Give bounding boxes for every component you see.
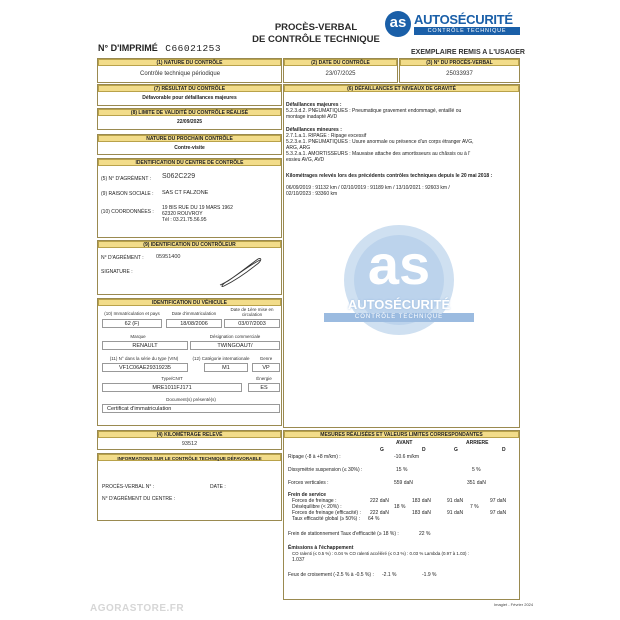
document-title	[246, 22, 386, 46]
genre-value: VP	[252, 363, 280, 372]
feux-croisement-g: -2.1 %	[382, 572, 397, 578]
stationnement-label: Frein de stationnement Taux d'efficacité (≥ 18 %) :	[288, 531, 399, 537]
emissions-line-1: CO ralenti (≤ 0.5 %) : 0.04 % CO ralenti accéléré (≤ 0.3 %) : 0.03 % Lambda (0.97 à 1.03) :	[292, 551, 469, 556]
categorie-label: (12) Catégorie internationale	[192, 356, 250, 361]
section-centre	[97, 158, 282, 238]
section-mesures	[283, 430, 520, 600]
signature-label: SIGNATURE :	[101, 269, 133, 275]
type-cnit-value: MRE1011FJ171	[102, 383, 242, 392]
immat-label: (10) Immatriculation et pays	[104, 311, 160, 316]
section-header: (6) DÉFAILLANCES ET NIVEAUX DE GRAVITÉ	[284, 85, 519, 92]
section-header: (7) RÉSULTAT DU CONTRÔLE	[98, 85, 281, 92]
desequilibre-avant: 18 %	[394, 504, 406, 510]
watermark-brand-sub: CONTRÔLE TECHNIQUE	[324, 313, 474, 322]
dissymetrie-arriere: 5 %	[472, 467, 481, 473]
avant-header: AVANT	[396, 440, 413, 446]
mineure-line: ARG, ARG	[286, 145, 311, 151]
majeures-title: Défaillances majeures :	[286, 102, 342, 108]
section-header: (9) IDENTIFICATION DU CONTRÔLEUR	[98, 241, 281, 248]
nature-controle-value: Contrôle technique périodique	[140, 71, 221, 77]
km-history-title: Kilométrages relevés lors des précédents contrôles techniques depuis le 20 mai 2018 :	[286, 173, 493, 179]
immat-value: 62 (F)	[102, 319, 162, 328]
documents-value: Certificat d'immatriculation	[102, 404, 280, 413]
forces-freinage-label: Forces de freinage :	[292, 498, 337, 504]
arriere-header: ARRIERE	[466, 440, 489, 446]
footer-reference: Imagiet - Février 2024	[494, 602, 534, 607]
date-controle-value: 23/07/2025	[325, 71, 356, 77]
coordonnees-line-2: 62320 ROUVROY	[162, 211, 203, 217]
section-resultat	[97, 84, 282, 106]
mineure-line: essieu AVG, AVD	[286, 157, 325, 163]
mineures-title: Défaillances mineures :	[286, 127, 342, 133]
ff-avant-d: 183 daN	[412, 498, 431, 504]
brand-name: AUTOSÉCURITÉ	[414, 12, 513, 27]
coordonnees-label: (10) COORDONNÉES :	[101, 209, 154, 215]
col-d-avant: D	[422, 447, 426, 453]
designation-label: Désignation commerciale	[209, 334, 261, 339]
prochain-controle-value: Contre-visite	[174, 145, 205, 151]
taux-efficacite-label: Taux efficacité global (≥ 50%) :	[292, 516, 360, 522]
imprime-label: N° D'IMPRIMÉ	[98, 43, 158, 53]
coordonnees-line-3: Tél : 03.21.75.56.95	[162, 217, 207, 223]
section-header: (2) DATE DU CONTRÔLE	[284, 59, 397, 66]
documents-label: Document(s) présenté(s)	[166, 397, 216, 402]
type-cnit-label: Type/CNIT	[161, 376, 183, 381]
km-history-line: 06/09/2019 : 91132 km / 02/10/2019 : 91189 km / 13/10/2021 : 92603 km /	[286, 185, 450, 191]
marque-label: Marque	[130, 334, 146, 339]
section-header: INFORMATIONS SUR LE CONTRÔLE TECHNIQUE DÉFAVORABLE	[98, 454, 281, 461]
centre-agrement-label: (5) N° D'AGRÉMENT :	[101, 176, 152, 182]
imprime-value: C66021253	[165, 43, 222, 54]
signature-scribble-icon	[216, 255, 266, 289]
emissions-line-2: 1.037	[292, 557, 305, 563]
raison-sociale-value: SAS CT FALZONE	[162, 190, 209, 196]
brand-subtitle: CONTRÔLE TECHNIQUE	[414, 27, 520, 35]
centre-agrement-value: S062C229	[162, 173, 196, 180]
section-vehicule	[97, 298, 282, 426]
majeure-line: 5.2.3.d.2. PNEUMATIQUES : Pneumatique gravement endommagé, entaillé ou	[286, 108, 462, 114]
section-kilometrage	[97, 430, 282, 450]
section-header: (3) N° DU PROCÈS-VERBAL	[400, 59, 519, 66]
desequilibre-arriere: 7 %	[470, 504, 479, 510]
title-line-2: DE CONTRÔLE TECHNIQUE	[252, 34, 380, 45]
ff-arriere-g: 91 daN	[447, 498, 464, 504]
ff-avant-g: 222 daN	[370, 498, 389, 504]
desequilibre-label: Déséquilibre (< 20%) :	[292, 504, 342, 510]
mineure-line: 2.7.1.a.1. RIPAGE : Ripage excessif	[286, 133, 367, 139]
section-controleur	[97, 240, 282, 295]
genre-label: Genre	[259, 356, 273, 361]
marque-value: RENAULT	[102, 341, 188, 350]
exemplaire-usager: EXEMPLAIRE REMIS A L'USAGER	[411, 49, 525, 56]
section-ct-defavorable	[97, 453, 282, 521]
section-header: IDENTIFICATION DU CENTRE DE CONTRÔLE	[98, 159, 281, 166]
controleur-agrement-value: 05951400	[156, 254, 181, 260]
majeures-list	[286, 108, 518, 120]
ripage-label: Ripage (-8 à +8 m/km) :	[288, 454, 341, 460]
logo-letters: as	[389, 14, 407, 31]
ripage-value: -10.6 m/km	[394, 454, 420, 460]
stationnement-value: 22 %	[419, 531, 431, 537]
majeure-line: montage inadapté AVD	[286, 114, 338, 120]
fe-avant-g: 222 daN	[370, 510, 389, 516]
emissions-title: Émissions à l'échappement	[288, 545, 354, 551]
date-1ere-label: Date de 1ère mise en circulation	[230, 307, 274, 317]
section-date-controle	[283, 58, 398, 83]
feux-croisement-label: Feux de croisement (-2.5 % à -0.5 %) :	[288, 572, 374, 578]
energie-value: ES	[248, 383, 280, 392]
categorie-value: M1	[204, 363, 248, 372]
autosecurite-logo-icon	[385, 11, 411, 37]
watermark-letters: as	[367, 233, 431, 296]
taux-efficacite-value: 64 %	[368, 516, 380, 522]
limite-validite-value: 22/09/2025	[176, 119, 203, 125]
numero-pv-value: 25033937	[446, 71, 473, 77]
date-defavorable-label: DATE :	[210, 484, 226, 490]
forces-verticales-label: Forces verticales :	[288, 480, 329, 486]
mineures-list	[286, 133, 518, 163]
coordonnees-line-1: 19 BIS RUE DU 19 MARS 1962	[162, 205, 233, 211]
km-history-line: 02/10/2023 : 93360 km	[286, 191, 338, 197]
fe-arriere-g: 91 daN	[447, 510, 464, 516]
section-header: (8) LIMITE DE VALIDITÉ DU CONTRÔLE RÉALISÉ	[98, 109, 281, 116]
section-nature-controle	[97, 58, 282, 83]
imprime-number	[98, 43, 221, 54]
controleur-agrement-label: N° D'AGRÉMENT :	[101, 255, 144, 261]
section-header: NATURE DU PROCHAIN CONTRÔLE	[98, 135, 281, 142]
forces-verticales-avant: 559 daN	[394, 480, 413, 486]
mineure-line: 5.2.3.e.1. PNEUMATIQUES : Usure anormale ou présence d'un corps étranger AVG,	[286, 139, 474, 145]
fe-arriere-d: 97 daN	[490, 510, 507, 516]
designation-value: TWINGOAUT/	[190, 341, 280, 350]
kilometrage-value: 93512	[181, 441, 198, 447]
col-d-arriere: D	[502, 447, 506, 453]
agorastore-watermark: AGORASTORE.FR	[90, 603, 185, 614]
section-header: (1) NATURE DU CONTRÔLE	[98, 59, 281, 66]
mineure-line: 5.3.2.a.1. AMORTISSEURS : Mauvaise attache des amortisseurs au châssis ou à l'	[286, 151, 471, 157]
section-limite-validite	[97, 108, 282, 130]
energie-label: Énergie	[256, 376, 272, 381]
section-numero-pv	[399, 58, 520, 83]
section-header: (4) KILOMÉTRAGE RELEVÉ	[98, 431, 281, 438]
date-immat-label: Date d'immatriculation	[171, 311, 217, 316]
fe-avant-d: 183 daN	[412, 510, 431, 516]
section-prochain-controle	[97, 134, 282, 155]
resultat-value: Défavorable pour défaillances majeures	[142, 95, 237, 101]
section-header: IDENTIFICATION DU VÉHICULE	[98, 299, 281, 306]
watermark-brand-name: AUTOSÉCURITÉ	[347, 297, 451, 312]
pv-defavorable-label: PROCÈS-VERBAL N° :	[102, 484, 155, 490]
dissymetrie-label: Dissymétrie suspension (≤ 30%) :	[288, 467, 363, 473]
dissymetrie-avant: 15 %	[396, 467, 408, 473]
forces-verticales-arriere: 351 daN	[467, 480, 486, 486]
feux-croisement-d: -1.9 %	[422, 572, 437, 578]
col-g-avant: G	[380, 447, 384, 453]
date-immat-value: 18/08/2006	[166, 319, 222, 328]
fe-label: Forces de freinage (efficacité) :	[292, 510, 361, 516]
autosecurite-watermark-icon	[344, 225, 454, 335]
date-1ere-value: 03/07/2003	[224, 319, 280, 328]
title-line-1: PROCÈS-VERBAL	[274, 22, 358, 33]
raison-sociale-label: (9) RAISON SOCIALE :	[101, 191, 154, 197]
section-defaillances	[283, 84, 520, 428]
col-g-arriere: G	[454, 447, 458, 453]
vin-label: (11) N° dans la série du type (VIN)	[109, 356, 179, 361]
vin-value: VF1C06AE29319235	[102, 363, 188, 372]
km-history-list	[286, 185, 518, 197]
frein-service-title: Frein de service	[288, 492, 327, 498]
agrement-centre-label: N° D'AGRÉMENT DU CENTRE :	[102, 496, 176, 502]
ff-arriere-d: 97 daN	[490, 498, 507, 504]
section-header: MESURES RÉALISÉES ET VALEURS LIMITES CORRESPONDANTES	[284, 431, 519, 438]
